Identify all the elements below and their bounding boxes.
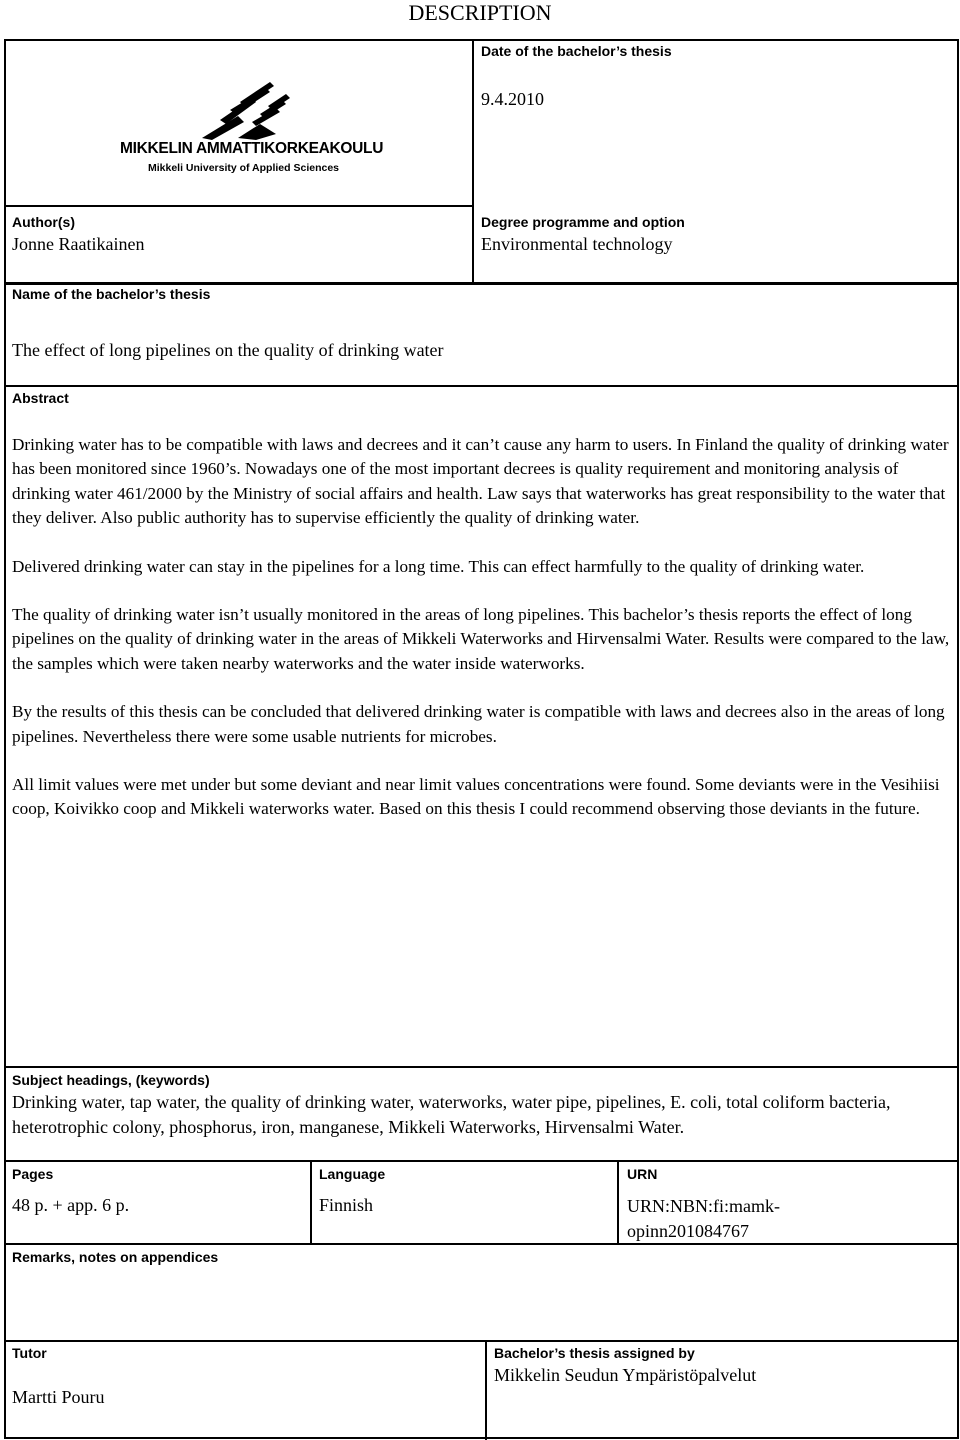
degree-value: Environmental technology	[481, 234, 673, 254]
university-logo	[120, 80, 384, 180]
divider	[4, 1066, 959, 1068]
assigned-label: Bachelor’s thesis assigned by	[494, 1345, 695, 1361]
tutor-value: Martti Pouru	[12, 1387, 105, 1407]
date-label: Date of the bachelor’s thesis	[481, 43, 672, 59]
tutor-label: Tutor	[12, 1345, 47, 1361]
abstract-paragraph: All limit values were met under but some deviant and near limit values concentrations were found. Some deviants were in the Vesihiisi coop, Koivikko coop and Mikkeli waterworks water. Based on this thesis I could recommend observing those deviants in the future.	[12, 775, 940, 819]
divider	[4, 1160, 959, 1162]
assigned-value: Mikkelin Seudun Ympäristöpalvelut	[494, 1365, 757, 1385]
language-label: Language	[319, 1166, 386, 1182]
abstract-paragraph: By the results of this thesis can be concluded that delivered drinking water is compatible with laws and decrees also in the areas of long pipelines. Nevertheless there were some usable nutrients for microbes.	[12, 702, 945, 746]
thesis-name-label: Name of the bachelor’s thesis	[12, 286, 211, 302]
language-value: Finnish	[319, 1195, 374, 1215]
author-value: Jonne Raatikainen	[12, 234, 145, 254]
urn-value: URN:NBN:fi:mamk-opinn201084767	[627, 1196, 780, 1241]
divider	[4, 1243, 959, 1245]
abstract-label: Abstract	[12, 390, 69, 406]
abstract-paragraph: Drinking water has to be compatible with laws and decrees and it can’t cause any harm to users. In Finland the quality of drinking water has been monitored since 1960’s. Nowadays one of the most important decrees is quality requirement and monitoring analysis of drinking water 461/2000 by the Ministry of social affairs and health. Law says that waterworks has great responsibility to the water that they deliver. Also public authority has to supervise efficiently the quality of drinking water.	[12, 435, 949, 528]
remarks-label: Remarks, notes on appendices	[12, 1249, 219, 1265]
divider	[617, 1160, 619, 1244]
abstract-body	[12, 433, 952, 846]
urn-label: URN	[627, 1166, 658, 1182]
degree-label: Degree programme and option	[481, 214, 685, 230]
divider	[485, 1340, 487, 1440]
keywords-label: Subject headings, (keywords)	[12, 1072, 210, 1088]
abstract-paragraph: The quality of drinking water isn’t usually monitored in the areas of long pipelines. This bachelor’s thesis reports the effect of long pipelines on the quality of drinking water in the areas of Mikkeli Waterworks and Hirvensalmi Water. Results were compared to the law, the samples which were taken nearby waterworks and the water inside waterworks.	[12, 605, 950, 673]
divider	[4, 283, 959, 285]
author-label: Author(s)	[12, 214, 75, 230]
pages-value: 48 p. + app. 6 p.	[12, 1195, 130, 1215]
keywords-value: Drinking water, tap water, the quality of drinking water, waterworks, water pipe, pipelines, E. coli, total coliform bacteria, heterotrophic colony, phosphorus, iron, manganese, Mikkeli Waterworks, Hirvensalmi Water.	[12, 1092, 891, 1137]
wings-emblem-icon	[120, 80, 360, 142]
abstract-paragraph: Delivered drinking water can stay in the pipelines for a long time. This can effect harmfully to the quality of drinking water.	[12, 556, 865, 576]
thesis-name-value: The effect of long pipelines on the quality of drinking water	[12, 340, 444, 360]
logo-name: MIKKELIN AMMATTIKORKEAKOULU	[120, 140, 384, 157]
divider	[4, 1340, 959, 1342]
date-value: 9.4.2010	[481, 89, 544, 109]
divider	[310, 1160, 312, 1244]
page-title: DESCRIPTION	[408, 0, 552, 25]
divider	[4, 385, 959, 387]
logo-subtitle: Mikkeli University of Applied Sciences	[148, 162, 340, 174]
pages-label: Pages	[12, 1166, 54, 1182]
